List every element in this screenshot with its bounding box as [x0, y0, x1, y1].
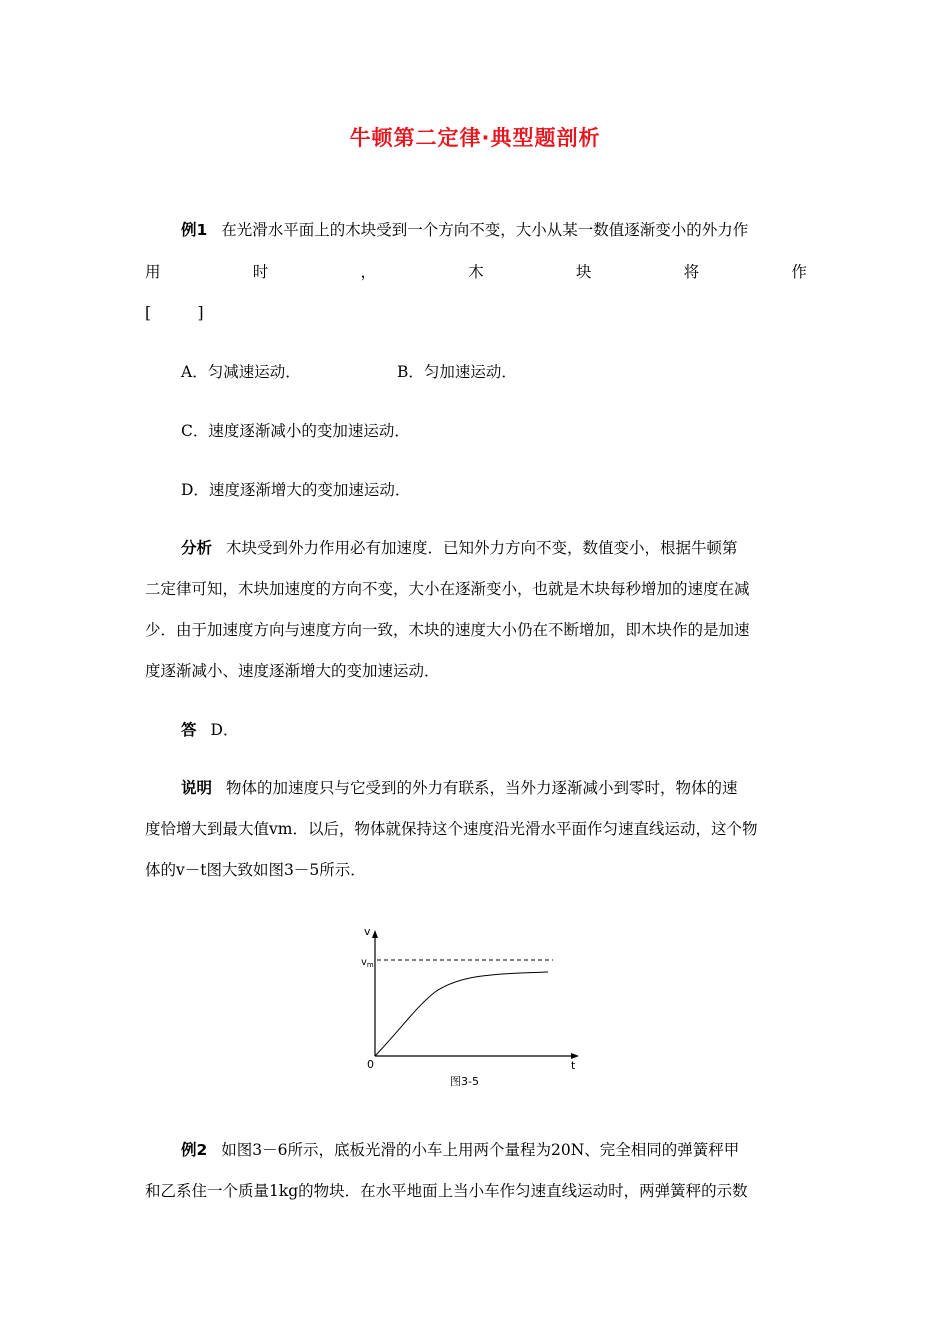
answer-text: D．: [210, 721, 239, 739]
ex2-line1: 如图3－6所示，底板光滑的小车上用两个量程为20N、完全相同的弹簧秤甲: [221, 1141, 740, 1159]
ex2-line2: 和乙系住一个质量1kg的物块．在水平地面上当小车作匀速直线运动时，两弹簧秤的示数: [145, 1182, 748, 1200]
answer-bracket: [ ]: [145, 304, 204, 322]
option-b: B．匀加速运动．: [397, 363, 517, 381]
ex1-first-line: [181, 220, 841, 240]
ex2-first-line: [181, 1140, 841, 1160]
figure-caption: 图3-5: [450, 1075, 479, 1088]
analysis-first-line: [181, 538, 841, 558]
ex1-spread-char: ，: [360, 263, 376, 281]
x-axis-label: t: [571, 1059, 576, 1072]
vm-subscript: m: [366, 961, 374, 969]
ex1-spread-char: 时: [252, 263, 269, 281]
y-axis-label: v: [364, 925, 371, 938]
analysis-line1: 木块受到外力作用必有加速度．已知外力方向不变，数值变小，根据牛顿第: [226, 539, 738, 557]
analysis-line4: 度逐渐减小、速度逐渐增大的变加速运动．: [145, 662, 440, 680]
note-line1: 物体的加速度只与它受到的外力有联系，当外力逐渐减小到零时，物体的速: [226, 779, 738, 797]
analysis-label: 分析: [181, 539, 213, 557]
ex1-spread-char: 作: [791, 263, 807, 281]
note-label: 说明: [181, 779, 213, 797]
analysis-line3: 少．由于加速度方向与速度方向一致，木块的速度大小仍在不断增加，即木块作的是加速: [145, 621, 750, 639]
answer-label: 答: [181, 721, 197, 739]
velocity-curve: [375, 972, 548, 1056]
vm-label: [361, 957, 374, 969]
origin-label: 0: [367, 1058, 374, 1071]
ex2-label: 例2: [181, 1141, 208, 1159]
ex1-spread-char: 用: [145, 263, 161, 281]
note-line3: 体的v－t图大致如图3－5所示．: [145, 861, 366, 879]
ex1-text-line1: 在光滑水平面上的木块受到一个方向不变，大小从某一数值逐渐变小的外力作: [221, 221, 749, 239]
option-c: C．速度逐渐减小的变加速运动．: [181, 422, 410, 440]
answer-line: [181, 720, 841, 740]
ex1-spread-char: 将: [683, 263, 700, 281]
ex1-spread-char: 块: [575, 263, 592, 281]
page-title: 牛顿第二定律·典型题剖析: [349, 126, 601, 150]
option-d: D．速度逐渐增大的变加速运动．: [181, 481, 411, 499]
ex1-label: 例1: [181, 221, 208, 239]
option-a: A．匀减速运动．: [181, 363, 301, 381]
note-first-line: [181, 778, 841, 798]
ex1-spread-line: [145, 262, 807, 282]
analysis-line2: 二定律可知，木块加速度的方向不变，大小在逐渐变小，也就是木块每秒增加的速度在减: [145, 580, 750, 598]
y-axis-arrow: [372, 930, 378, 938]
vm-main: v: [361, 957, 367, 968]
vt-graph-figure: [355, 920, 595, 1095]
ex1-spread-char: 木: [468, 263, 484, 281]
note-line2: 度恰增大到最大值vm．以后，物体就保持这个速度沿光滑水平面作匀速直线运动，这个物: [145, 820, 758, 838]
